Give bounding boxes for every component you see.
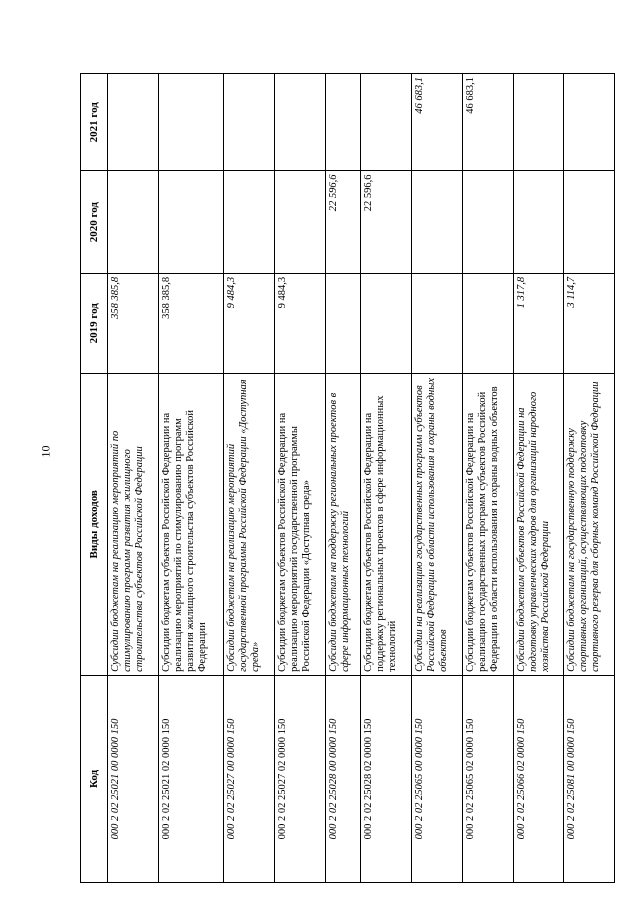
row-code: 000 2 02 25028 00 0000 150	[325, 675, 361, 882]
row-2021	[361, 74, 412, 172]
row-2019: 9 484,3	[274, 273, 325, 373]
table-body	[108, 74, 615, 883]
table-row	[361, 74, 412, 883]
row-type: Субсидии бюджетам на поддержку региональных проектов в сфере информационных технологий	[325, 373, 361, 675]
row-2021	[224, 74, 275, 172]
table-row	[564, 74, 615, 883]
header-type: Виды доходов	[81, 373, 108, 675]
row-type: Субсидии на реализацию государственных программ субъектов Российской Федерации в области использования и охраны водных объектов	[412, 373, 463, 675]
row-code: 000 2 02 25028 02 0000 150	[361, 675, 412, 882]
row-2020	[513, 171, 564, 273]
row-2020	[158, 171, 224, 273]
row-2019	[361, 273, 412, 373]
table-row	[412, 74, 463, 883]
row-type: Субсидии бюджетам субъектов Российской Федерации на подготовку управленческих кадров для организаций народного хозяйства Российской Федерации	[513, 373, 564, 675]
row-type: Субсидии бюджетам субъектов Российской Федерации на реализацию мероприятий по стимулированию программ развития жилищного строительства субъектов Российской Федерации	[158, 373, 224, 675]
header-2021: 2021 год	[81, 74, 108, 172]
row-2021	[564, 74, 615, 172]
row-type: Субсидии бюджетам субъектов Российской Федерации на реализацию мероприятий государственной программы Российской Федерации «Доступная среда»	[274, 373, 325, 675]
rotated-table-container	[80, 73, 615, 883]
row-code: 000 2 02 25066 02 0000 150	[513, 675, 564, 882]
row-2020	[412, 171, 463, 273]
row-2021	[108, 74, 159, 172]
row-2021	[158, 74, 224, 172]
row-code: 000 2 02 25065 02 0000 150	[462, 675, 513, 882]
row-2020	[462, 171, 513, 273]
row-type: Субсидии бюджетам на государственную поддержку спортивных организаций, осуществляющих подготовку спортивного резерва для сборных команд Российской Федерации	[564, 373, 615, 675]
header-code: Код	[81, 675, 108, 882]
row-2019	[412, 273, 463, 373]
row-type: Субсидии бюджетам субъектов Российской Федерации на реализацию государственных программ субъектов Российской Федерации в области использования и охраны водных объектов	[462, 373, 513, 675]
row-type: Субсидии бюджетам на реализацию мероприятий государственной программы Российской Федерации «Доступная среда»	[224, 373, 275, 675]
row-2021: 46 683,1	[412, 74, 463, 172]
row-2019: 9 484,3	[224, 273, 275, 373]
row-2019: 1 317,8	[513, 273, 564, 373]
table-row	[224, 74, 275, 883]
revenue-table	[80, 73, 615, 883]
table-row	[513, 74, 564, 883]
row-2020	[274, 171, 325, 273]
header-2019: 2019 год	[81, 273, 108, 373]
row-code: 000 2 02 25081 00 0000 150	[564, 675, 615, 882]
row-2019	[462, 273, 513, 373]
row-2021	[513, 74, 564, 172]
row-2021: 46 683,1	[462, 74, 513, 172]
row-2020	[224, 171, 275, 273]
row-code: 000 2 02 25027 00 0000 150	[224, 675, 275, 882]
row-2020: 22 596,6	[361, 171, 412, 273]
row-2020	[108, 171, 159, 273]
table-row	[108, 74, 159, 883]
row-2019: 358 385,8	[158, 273, 224, 373]
row-code: 000 2 02 25027 02 0000 150	[274, 675, 325, 882]
row-2019	[325, 273, 361, 373]
table-row	[158, 74, 224, 883]
header-2020: 2020 год	[81, 171, 108, 273]
row-2020	[564, 171, 615, 273]
table-row	[325, 74, 361, 883]
row-code: 000 2 02 25021 00 0000 150	[108, 675, 159, 882]
row-2020: 22 596,6	[325, 171, 361, 273]
row-2019: 3 114,7	[564, 273, 615, 373]
table-row	[274, 74, 325, 883]
table-header-row	[81, 74, 108, 883]
row-type: Субсидии бюджетам на реализацию мероприятий по стимулированию программ развития жилищного строительства субъектов Российской Федерации	[108, 373, 159, 675]
row-code: 000 2 02 25021 02 0000 150	[158, 675, 224, 882]
row-2021	[274, 74, 325, 172]
row-code: 000 2 02 25065 00 0000 150	[412, 675, 463, 882]
row-type: Субсидии бюджетам субъектов Российской Федерации на поддержку региональных проектов в сфере информационных технологий	[361, 373, 412, 675]
page-number: 10	[38, 445, 53, 458]
row-2021	[325, 74, 361, 172]
row-2019: 358 385,8	[108, 273, 159, 373]
table-row	[462, 74, 513, 883]
